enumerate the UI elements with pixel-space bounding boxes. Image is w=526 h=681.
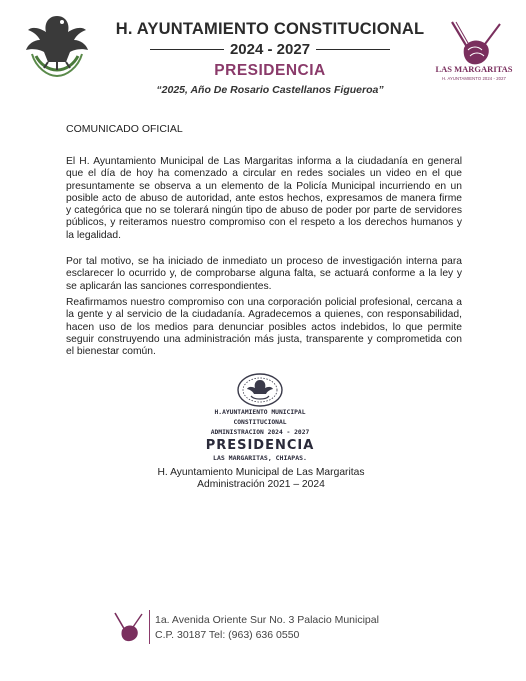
stamp-line-1: H.AYUNTAMIENTO MUNICIPAL xyxy=(214,409,306,416)
header-period: 2024 - 2027 xyxy=(229,40,311,58)
stamp-line-2: CONSTITUCIONAL xyxy=(233,419,287,426)
paragraph-2: Por tal motivo, se ha iniciado de inmediato un proceso de investigación interna para esclarecer lo ocurrido y, de comprobarse alguna falta, se actuará conforme a la ley y se aplicarán las sanciones correspondientes. xyxy=(66,256,462,292)
document-header-title: H. AYUNTAMIENTO CONSTITUCIONAL xyxy=(115,20,425,38)
header-office: PRESIDENCIA xyxy=(214,62,326,79)
stamp-line-3: ADMINISTRACION 2024 - 2027 xyxy=(210,429,310,436)
footer-divider xyxy=(149,610,150,644)
stamp-line-4: PRESIDENCIA xyxy=(205,438,315,453)
footer-contact: C.P. 30187 Tel: (963) 636 0550 xyxy=(155,629,300,641)
stamp-line-5: LAS MARGARITAS, CHIAPAS. xyxy=(213,454,307,462)
mexico-coat-of-arms-icon xyxy=(18,10,96,78)
logo-subtitle: H. AYUNTAMIENTO 2024 - 2027 xyxy=(442,76,506,81)
footer-address: 1a. Avenida Oriente Sur No. 3 Palacio Municipal xyxy=(155,614,379,626)
signature-administration: Administración 2021 – 2024 xyxy=(197,479,325,490)
las-margaritas-logo-icon xyxy=(444,18,504,70)
document-heading: COMUNICADO OFICIAL xyxy=(66,123,183,135)
signature-organization: H. Ayuntamiento Municipal de Las Margaritas xyxy=(157,467,365,478)
header-rule-left xyxy=(150,49,224,50)
logo-name: LAS MARGARITAS xyxy=(435,64,513,74)
footer-logo-icon xyxy=(112,610,144,644)
header-year-motto: “2025, Año De Rosario Castellanos Figueroa” xyxy=(156,84,384,96)
paragraph-1: El H. Ayuntamiento Municipal de Las Margaritas informa a la ciudadanía en general que el día de hoy ha comenzado a circular en redes sociales un video en el que presuntamente se observa a un elemento de la Policía Municipal incurriendo en un posible acto de abuso de autoridad, ante estos hechos, expresamos de manera firme y categórica que no se tolerará ningún tipo de abuso de poder por parte de servidores públicos, y reiteramos nuestro compromiso con el respeto a los derechos humanos y la legalidad. xyxy=(66,156,462,241)
header-period-row xyxy=(150,40,390,58)
header-rule-right xyxy=(316,49,390,50)
paragraph-3: Reafirmamos nuestro compromiso con una corporación policial profesional, cercana a la gente y al servicio de la ciudadanía. Agradecemos a quienes, con responsabilidad, hacen uso de los medios para denunciar posibles actos indebidos, lo que permite seguir construyendo una administración más justa, transparente y comprometida con el bienestar común. xyxy=(66,297,462,358)
official-seal-emblem-icon xyxy=(236,372,284,408)
